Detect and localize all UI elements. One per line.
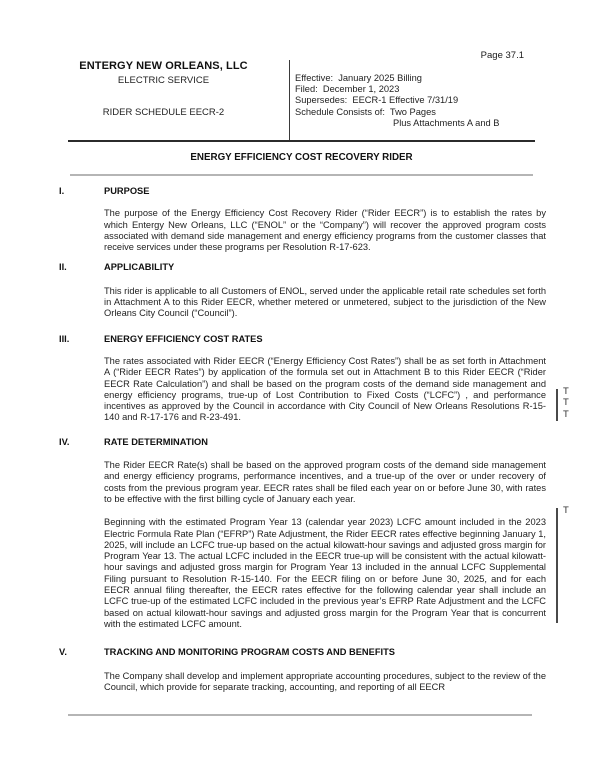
section-numeral: I. xyxy=(59,186,65,196)
section-heading xyxy=(59,186,546,197)
page-number: Page 37.1 xyxy=(480,50,524,61)
title-horizontal-rule xyxy=(70,174,533,176)
section-heading-text: ENERGY EFFICIENCY COST RATES xyxy=(104,333,263,344)
meta-filed: Filed: December 1, 2023 xyxy=(295,84,400,95)
section-energy-efficiency-cost-rates xyxy=(59,334,546,424)
section-paragraph: This rider is applicable to all Customers of ENOL, served under the applicable retail rate schedules set forth in Attachment A to this Rider EECR, whether metered or unmetered, subject to the jurisdiction of the New Orleans City Council (“Council”). xyxy=(104,285,546,319)
section-numeral: IV. xyxy=(59,436,70,447)
revision-marker-t: T xyxy=(563,408,569,420)
footer-horizontal-rule xyxy=(68,714,532,716)
meta-schedule-consists: Schedule Consists of: Two Pages xyxy=(295,106,436,117)
section-heading xyxy=(59,262,546,273)
section-rate-determination xyxy=(59,437,546,630)
section-heading-text: RATE DETERMINATION xyxy=(104,436,208,447)
company-name: ENTERGY NEW ORLEANS, LLC xyxy=(79,60,248,72)
rider-schedule-label: RIDER SCHEDULE EECR-2 xyxy=(102,107,225,118)
meta-supersedes: Supersedes: EECR-1 Effective 7/31/19 xyxy=(295,95,459,106)
revision-marker-t: T xyxy=(563,386,569,397)
section-heading xyxy=(59,437,546,448)
section-numeral: II. xyxy=(59,262,67,273)
section-numeral: III. xyxy=(59,333,70,344)
revision-change-bar xyxy=(556,508,558,623)
section-paragraph: The Company shall develop and implement appropriate accounting procedures, subject to the review of the Council, which provide for separate tracking, accounting, and reporting of all EECR xyxy=(104,670,546,692)
revision-marker-t: T xyxy=(563,505,569,516)
section-heading xyxy=(59,334,546,345)
section-paragraph: The rates associated with Rider EECR (“Energy Efficiency Cost Rates”) shall be as set forth in Attachment A (“Rider EECR Rates”) by application of the formula set out in Attachment B to this Rider EECR (“Rider EECR Rate Calculation”) and shall be based on the program costs of the demand side management and energy efficiency programs, true-up of Lost Contribution to Fixed Costs (“LCFC”) , and performance incentives as approved by the Council in accordance with City Council of New Orleans Resolutions R-15-140 and R-17-176 and R-23-491. xyxy=(104,355,546,423)
meta-schedule-consists-cont: Plus Attachments A and B xyxy=(393,117,500,128)
section-heading-text: TRACKING AND MONITORING PROGRAM COSTS AND BENEFITS xyxy=(104,647,395,658)
revision-change-bar xyxy=(556,389,558,421)
header-meta-block xyxy=(295,73,535,129)
section-heading-text: APPLICABILITY xyxy=(104,262,175,273)
revision-marker-group xyxy=(563,505,569,516)
section-heading-text: PURPOSE xyxy=(104,186,150,196)
section-applicability xyxy=(59,262,546,319)
section-paragraph: The purpose of the Energy Efficiency Cost Recovery Rider (“Rider EECR”) is to establish the rates by which Entergy New Orleans, LLC (“ENOL” or the “Company”) will recover the approved program costs associated with demand side management and energy efficiency programs from the customer classes that receive services under these programs per Resolution R-17-623. xyxy=(104,208,546,253)
service-type: ELECTRIC SERVICE xyxy=(117,75,210,86)
revision-marker-t: T xyxy=(563,397,569,409)
document-title: ENERGY EFFICIENCY COST RECOVERY RIDER xyxy=(190,152,413,163)
header-horizontal-rule xyxy=(68,140,535,142)
header-column-divider xyxy=(289,60,290,141)
section-paragraph: The Rider EECR Rate(s) shall be based on the approved program costs of the demand side management and energy efficiency programs, performance incentives, and a true-up of the over or under recovery of costs from the previous program year. EECR rates shall be filed each year on or before June 30, with rates to be effective with the first billing cycle of January each year. xyxy=(104,460,546,504)
section-tracking-and-monitoring xyxy=(59,647,546,693)
meta-effective: Effective: January 2025 Billing xyxy=(295,73,422,83)
section-paragraph: Beginning with the estimated Program Year 13 (calendar year 2023) LCFC amount included in the 2023 Electric Formula Rate Plan (“EFRP”) Rate Adjustment, the Rider EECR rates effective beginning January 1, 2025, will include an LCFC true-up based on the actual kilowatt-hour savings and adjusted gross margin for Program Year 13. The actual LCFC included in the EECR true-up will be consistent with the actual kilowatt-hour savings and adjusted gross margin for Program Year 13 included in the annual LCFC Supplemental Filing pursuant to Resolution R-15-140. For the EECR filing on or before June 30, 2025, and for each EECR annual filing thereafter, the EECR rates effective for the following calendar year shall include an LCFC true-up of the estimated LCFC included in the previous year’s EFRP Rate Adjustment and the LCFC based on actual kilowatt-hour savings and adjusted gross margin for the Program Year that is concurrent with the estimated LCFC amount. xyxy=(104,517,546,629)
section-numeral: V. xyxy=(59,647,67,658)
revision-marker-group xyxy=(563,386,569,420)
document-body xyxy=(59,186,546,693)
header-left-block xyxy=(40,60,287,118)
section-heading xyxy=(59,647,546,658)
section-purpose xyxy=(59,186,546,253)
